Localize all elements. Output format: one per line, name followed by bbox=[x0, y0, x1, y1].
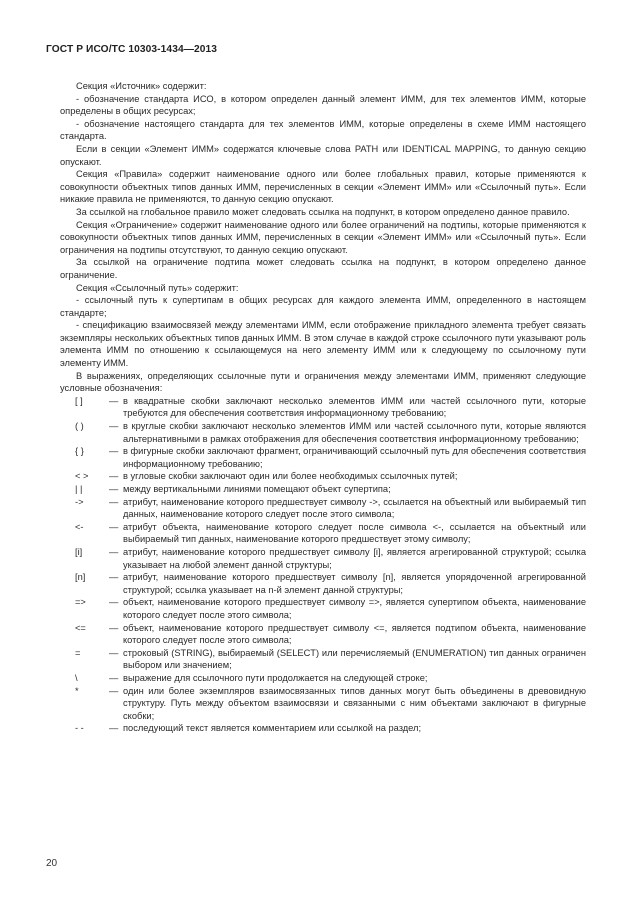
notation-symbol: -> bbox=[75, 496, 84, 507]
notation-symbol: { } bbox=[75, 446, 84, 457]
notation-text: выражение для ссылочного пути продолжается на следующей строке; bbox=[123, 672, 428, 683]
notation-item bbox=[60, 571, 586, 596]
notation-text: строковый (STRING), выбираемый (SELECT) или перечисляемый (ENUMERATION) тип данных ограничен выбором или значением; bbox=[123, 647, 586, 671]
paragraph: Секция «Ссылочный путь» содержит: bbox=[76, 282, 239, 293]
paragraph: Секция «Правила» содержит наименование одного или более глобальных правил, которые применяются к совокупности объектных типов данных ИММ, перечисленных в секции «Элемент ИММ» или «Ссылочный путь». Если никакие правила не применяются, то данную секцию опускают. bbox=[60, 169, 586, 205]
notation-symbol: | | bbox=[75, 484, 83, 494]
notation-text: в круглые скобки заключают несколько элементов ИММ или частей ссылочного пути, которые являются альтернативными в рамках отображения для обеспечения соответствия информационному требованию; bbox=[123, 421, 586, 444]
notation-symbol: <- bbox=[75, 521, 84, 532]
notation-symbol: = bbox=[75, 647, 81, 658]
notation-dash: — bbox=[109, 622, 119, 633]
notation-dash: — bbox=[109, 484, 119, 494]
notation-dash: — bbox=[109, 647, 119, 658]
notation-symbol: [ ] bbox=[75, 395, 83, 406]
notation-text: атрибут, наименование которого предшествует символу [i], является агрегированной структурой; ссылка указывает на любой элемент данной структуры; bbox=[123, 546, 586, 570]
paragraph: В выражениях, определяющих ссылочные пути и ограничения между элементами ИММ, применяют следующие условные обозначения: bbox=[60, 370, 586, 394]
notation-item bbox=[60, 596, 586, 621]
notation-symbol: ( ) bbox=[75, 421, 84, 432]
paragraph: - обозначение стандарта ИСО, в котором определен данный элемент ИММ, для тех элементов ИММ, которые определены в общих ресурсах; bbox=[60, 93, 586, 117]
notation-dash: — bbox=[109, 672, 119, 683]
notation-text: последующий текст является комментарием или ссылкой на раздел; bbox=[123, 723, 422, 734]
notation-dash: — bbox=[109, 723, 119, 734]
notation-dash: — bbox=[109, 546, 119, 557]
notation-item bbox=[60, 496, 586, 521]
notation-item bbox=[60, 672, 586, 685]
notation-text: атрибут объекта, наименование которого следует после символа <-, ссылается на объектный или выбираемый тип данных, наименование которого предшествует этому символу; bbox=[123, 521, 586, 545]
notation-text: атрибут, наименование которого предшествует символу [n], является упорядоченной агрегированной структурой; ссылка указывает на n-й элемент данной структуры; bbox=[123, 572, 586, 595]
notation-symbol: * bbox=[75, 685, 79, 696]
notation-item bbox=[60, 445, 586, 470]
notation-symbol: [n] bbox=[75, 572, 86, 583]
notation-item bbox=[60, 685, 586, 723]
notation-item bbox=[60, 420, 586, 445]
notation-text: атрибут, наименование которого предшествует символу ->, ссылается на объектный или выбираемый тип данных, наименование которого следует после этого символа; bbox=[123, 496, 586, 520]
notation-symbol: => bbox=[75, 597, 86, 608]
paragraph: - спецификацию взаимосвязей между элементами ИММ, если отображение прикладного элемента требует связать экземпляры нескольких объектных типов данных ИММ. В этом случае в каждой строке ссылочного пути указывают роль элемента ИММ по отношению к ссылающемуся на него элементу ИММ или к следующему по ссылочному пути элементу ИММ. bbox=[60, 320, 586, 369]
notation-text: в квадратные скобки заключают несколько элементов ИММ или частей ссылочного пути, которые требуются для обеспечения соответствия информационному требованию; bbox=[123, 395, 586, 419]
notation-item bbox=[60, 470, 586, 483]
paragraph: - обозначение настоящего стандарта для тех элементов ИММ, которые определены в схеме ИММ настоящего стандарта. bbox=[60, 118, 586, 142]
notation-dash: — bbox=[109, 572, 119, 583]
paragraph: - ссылочный путь к супертипам в общих ресурсах для каждого элемента ИММ, определенного в настоящем стандарте; bbox=[60, 295, 586, 318]
notation-text: объект, наименование которого предшествует символу =>, является супертипом объекта, наименование которого следует после этого символа; bbox=[123, 597, 586, 620]
notation-item bbox=[60, 521, 586, 546]
notation-list bbox=[60, 395, 586, 735]
notation-dash: — bbox=[109, 471, 119, 482]
notation-item bbox=[60, 647, 586, 672]
paragraph: Секция «Ограничение» содержит наименование одного или более ограничений на подтипы, которые применяются к совокупности объектных типов данных ИММ, перечисленных в секции «Элемент ИММ» или «Ссылочный путь». Если ограничения на подтипы отсутствуют, то данную секцию опускают. bbox=[60, 219, 586, 255]
notation-symbol: <= bbox=[75, 622, 86, 633]
paragraph: Секция «Источник» содержит: bbox=[76, 81, 207, 91]
notation-symbol: - - bbox=[75, 723, 84, 734]
notation-text: между вертикальными линиями помещают объект супертипа; bbox=[123, 484, 391, 494]
page-number: 20 bbox=[46, 858, 58, 869]
notation-dash: — bbox=[109, 421, 119, 432]
notation-item bbox=[60, 483, 586, 496]
notation-item bbox=[60, 395, 586, 420]
notation-text: в фигурные скобки заключают фрагмент, ограничивающий ссылочный путь для обеспечения соответствия информационному требованию; bbox=[123, 446, 586, 469]
notation-text: один или более экземпляров взаимосвязанных типов данных могут быть объединены в древовидную структуру. Путь между объектом взаимосвязи и связанными с ним объектами заключают в фигурные скобки; bbox=[123, 685, 586, 721]
paragraph: Если в секции «Элемент ИММ» содержатся ключевые слова PATH или IDENTICAL MAPPING, то данную секцию опускают. bbox=[60, 143, 586, 167]
paragraph: За ссылкой на глобальное правило может следовать ссылка на подпункт, в котором определено данное правило. bbox=[76, 206, 570, 217]
notation-dash: — bbox=[109, 496, 119, 507]
notation-dash: — bbox=[109, 395, 119, 406]
notation-dash: — bbox=[109, 446, 119, 457]
notation-item bbox=[60, 622, 586, 647]
document-body bbox=[60, 80, 586, 735]
notation-text: объект, наименование которого предшествует символу <=, является подтипом объекта, наименование которого следует после этого символа; bbox=[123, 622, 586, 646]
notation-symbol: [i] bbox=[75, 546, 83, 557]
notation-dash: — bbox=[109, 597, 119, 608]
notation-item bbox=[60, 722, 586, 735]
notation-symbol: < > bbox=[75, 471, 89, 482]
paragraph: За ссылкой на ограничение подтипа может следовать ссылка на подпункт, в котором определено данное ограничение. bbox=[60, 257, 586, 280]
notation-item bbox=[60, 546, 586, 571]
notation-symbol: \ bbox=[75, 672, 78, 683]
document-header: ГОСТ Р ИСО/ТС 10303-1434—2013 bbox=[46, 44, 218, 55]
notation-text: в угловые скобки заключают один или более необходимых ссылочных путей; bbox=[123, 471, 458, 482]
notation-dash: — bbox=[109, 521, 119, 532]
notation-dash: — bbox=[109, 685, 119, 696]
